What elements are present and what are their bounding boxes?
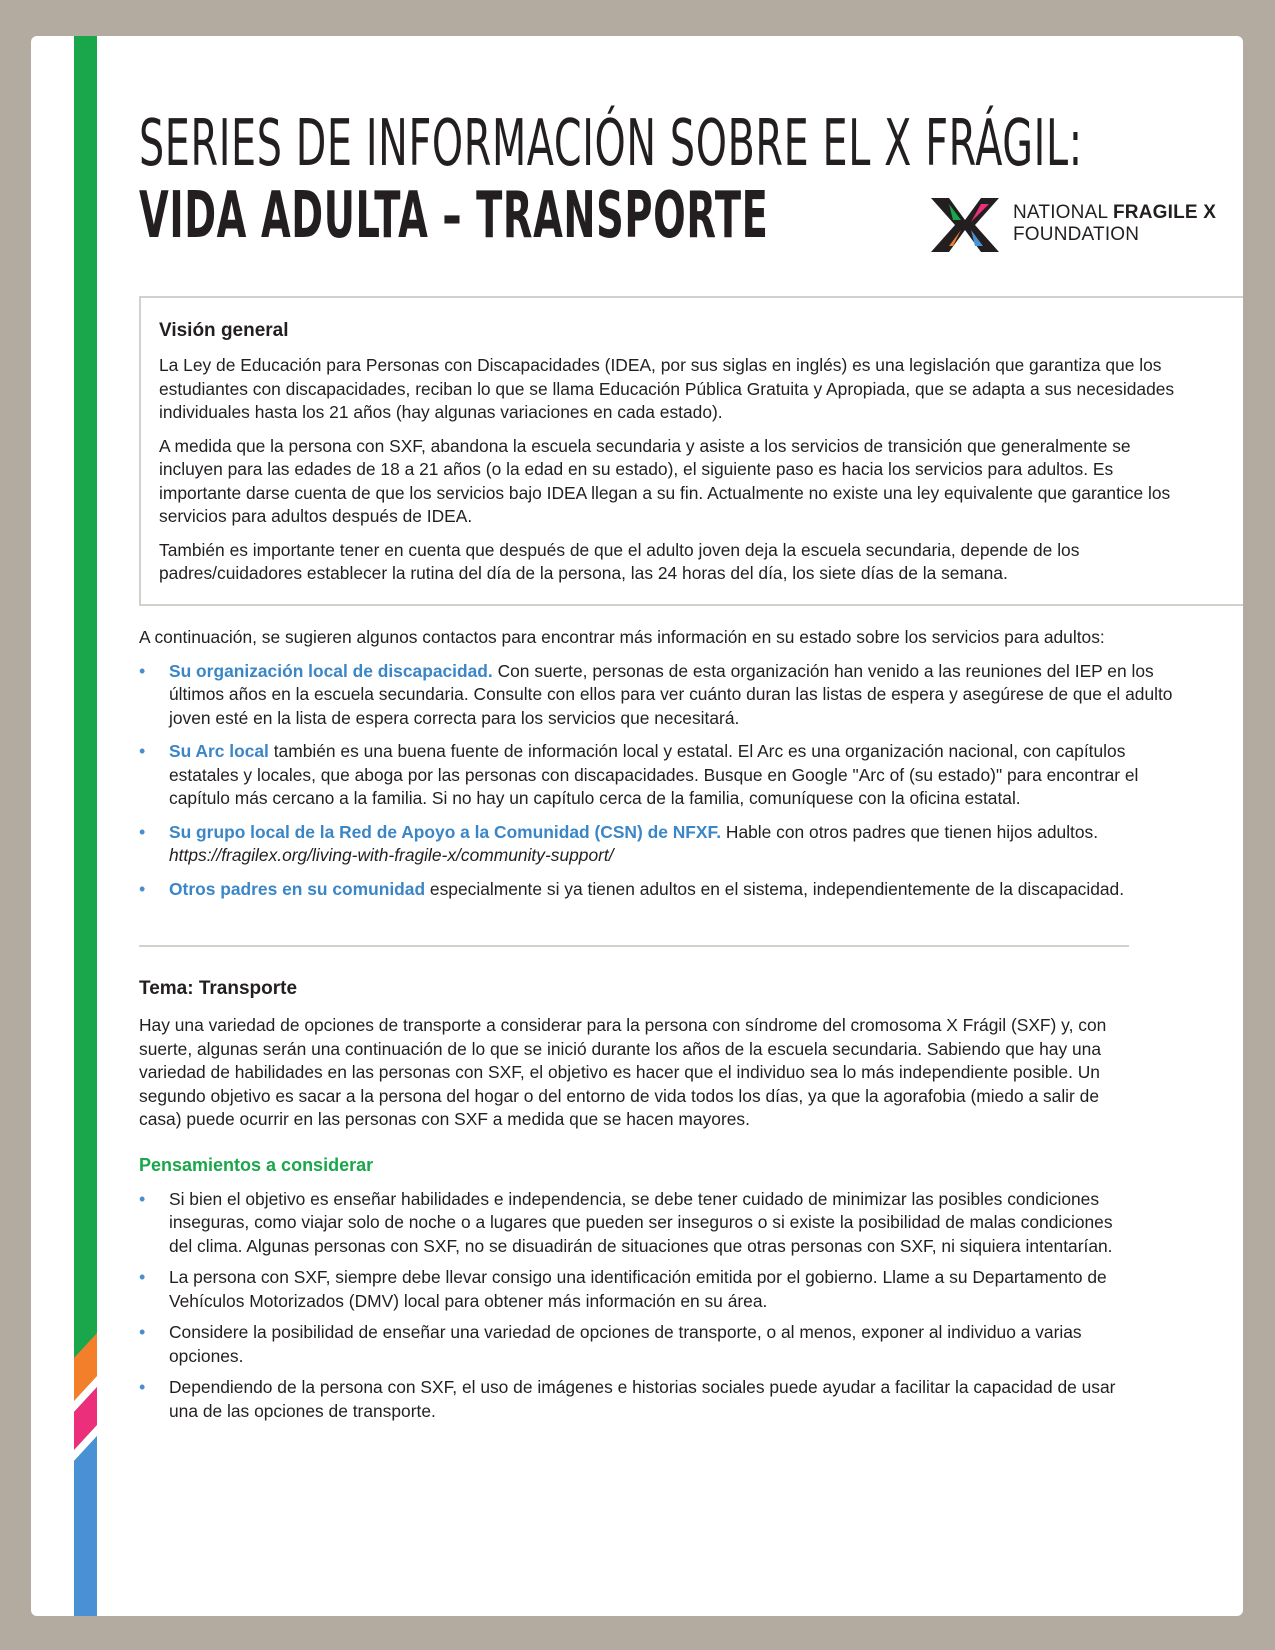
contact-link-arc[interactable]: Su Arc local (169, 741, 269, 761)
logo-line1-regular: NATIONAL (1013, 202, 1113, 223)
overview-paragraph: También es importante tener en cuenta que después de que el adulto joven deja la escuela secundaria, depende de los padres/cuidadores establecer la rutina del día de la persona, las 24 horas del día, los siete días de la semana. (159, 539, 1080, 583)
logo-line1-bold: FRAGILE X (1112, 202, 1217, 223)
topic-section (139, 976, 1139, 1431)
section-divider (139, 945, 1129, 947)
thoughts-list (139, 1188, 1139, 1424)
contact-link-csn[interactable]: Su grupo local de la Red de Apoyo a la Comunidad (CSN) de NFXF. (169, 821, 722, 842)
list-item (139, 821, 1179, 868)
contacts-section (139, 626, 1179, 911)
fragile-x-logo-icon (927, 194, 1003, 256)
contact-link-disability-org[interactable]: Su organización local de discapacidad. (169, 660, 493, 681)
topic-paragraph: Hay una variedad de opciones de transporte a considerar para la persona con síndrome del cromosoma X Frágil (SXF) y, con suerte, algunas serán una continuación de lo que se inició durante los años de la escuela secundaria. Sabiendo que hay una variedad de habilidades en las personas con SXF, el objetivo es hacer que el individuo sea lo más independiente posible. Un segundo objetivo es sacar a la persona del hogar o del entorno de vida todos los días, ya que la agorafobia (miedo a salir de casa) puede ocurrir en las personas con SXF a medida que se hacen mayores. (139, 1015, 1107, 1129)
contact-link-other-parents[interactable]: Otros padres en su comunidad (169, 878, 426, 899)
contact-text: Hable con otros padres que tienen hijos adultos. (721, 821, 1099, 842)
list-item: • La persona con SXF, siempre debe llevar consigo una identificación emitida por el gobierno. Llame a su Departamento de Vehículos Motorizados (DMV) local para obtener más información en su área. (139, 1266, 1139, 1313)
contact-text: también es una buena fuente de información local y estatal. El Arc es una organización nacional, con capítulos estatales y locales, que aboga por las personas con discapacidades. Busque en Google "Arc of (su estado)" para encontrar el capítulo más cercano a la familia. Si no hay un capítulo cerca de la familia, comuníquese con la oficina estatal. (169, 741, 1139, 808)
overview-heading: Visión general (159, 320, 289, 341)
title-line-2: VIDA ADULTA – TRANSPORTE (139, 179, 769, 253)
list-item: • Considere la posibilidad de enseñar una variedad de opciones de transporte, o al menos, exponer al individuo a varias opciones. (139, 1321, 1139, 1368)
community-support-url[interactable]: https://fragilex.org/living-with-fragile-x/community-support/ (169, 845, 614, 865)
topic-heading: Tema: Transporte (139, 978, 298, 999)
list-item (139, 740, 1179, 811)
contacts-intro: A continuación, se sugieren algunos contactos para encontrar más información en su estado sobre los servicios para adultos: (139, 627, 1105, 647)
overview-paragraph: La Ley de Educación para Personas con Discapacidades (IDEA, por sus siglas en inglés) es una legislación que garantiza que los estudiantes con discapacidades, reciban lo que se llama Educación Pública Gratuita y Apropiada, que se adapta a sus necesidades individuales hasta los 21 años (hay algunas variaciones en cada estado). (159, 355, 1175, 422)
logo-wordmark (1013, 202, 1216, 246)
list-item: • Dependiendo de la persona con SXF, el uso de imágenes e historias sociales puede ayudar a facilitar la capacidad de usar una de las opciones de transporte. (139, 1376, 1139, 1423)
overview-paragraph: A medida que la persona con SXF, abandona la escuela secundaria y asiste a los servicios de transición que generalmente se incluyen para las edades de 18 a 21 años (o la edad en su estado), el siguiente paso es hacia los servicios para adultos. Es importante darse cuenta de que los servicios bajo IDEA llegan a su fin. Actualmente no existe una ley equivalente que garantice los servicios para adultos después de IDEA. (159, 435, 1171, 526)
contact-text: especialmente si ya tienen adultos en el sistema, independientemente de la discapacidad. (425, 878, 1125, 899)
decorative-side-stripe (74, 36, 97, 1616)
logo-line2: FOUNDATION (1013, 224, 1140, 245)
document-page (31, 36, 1243, 1616)
list-item (139, 878, 1179, 902)
contact-text: Con suerte, personas de esta organización han venido a las reuniones del IEP en los últimos años en la escuela secundaria. Consulte con ellos para ver cuánto duran las listas de espera y asegúrese de que el adulto joven esté en la lista de espera correcta para los servicios que necesitará. (169, 660, 1173, 728)
thoughts-subheading: Pensamientos a considerar (139, 1154, 374, 1175)
title-line-1: SERIES DE INFORMACIÓN SOBRE EL X FRÁGIL: (139, 107, 1083, 181)
contacts-list (139, 660, 1179, 902)
overview-box (139, 296, 1243, 606)
nfxf-logo (927, 194, 1217, 256)
list-item: • Si bien el objetivo es enseñar habilidades e independencia, se debe tener cuidado de minimizar las posibles condiciones inseguras, como viajar solo de noche o a lugares que pueden ser inseguros o si existe la posibilidad de malas condiciones del clima. Algunas personas con SXF, no se disuadirán de situaciones que otras personas con SXF, ni siquiera intentarían. (139, 1188, 1139, 1259)
list-item (139, 660, 1179, 731)
